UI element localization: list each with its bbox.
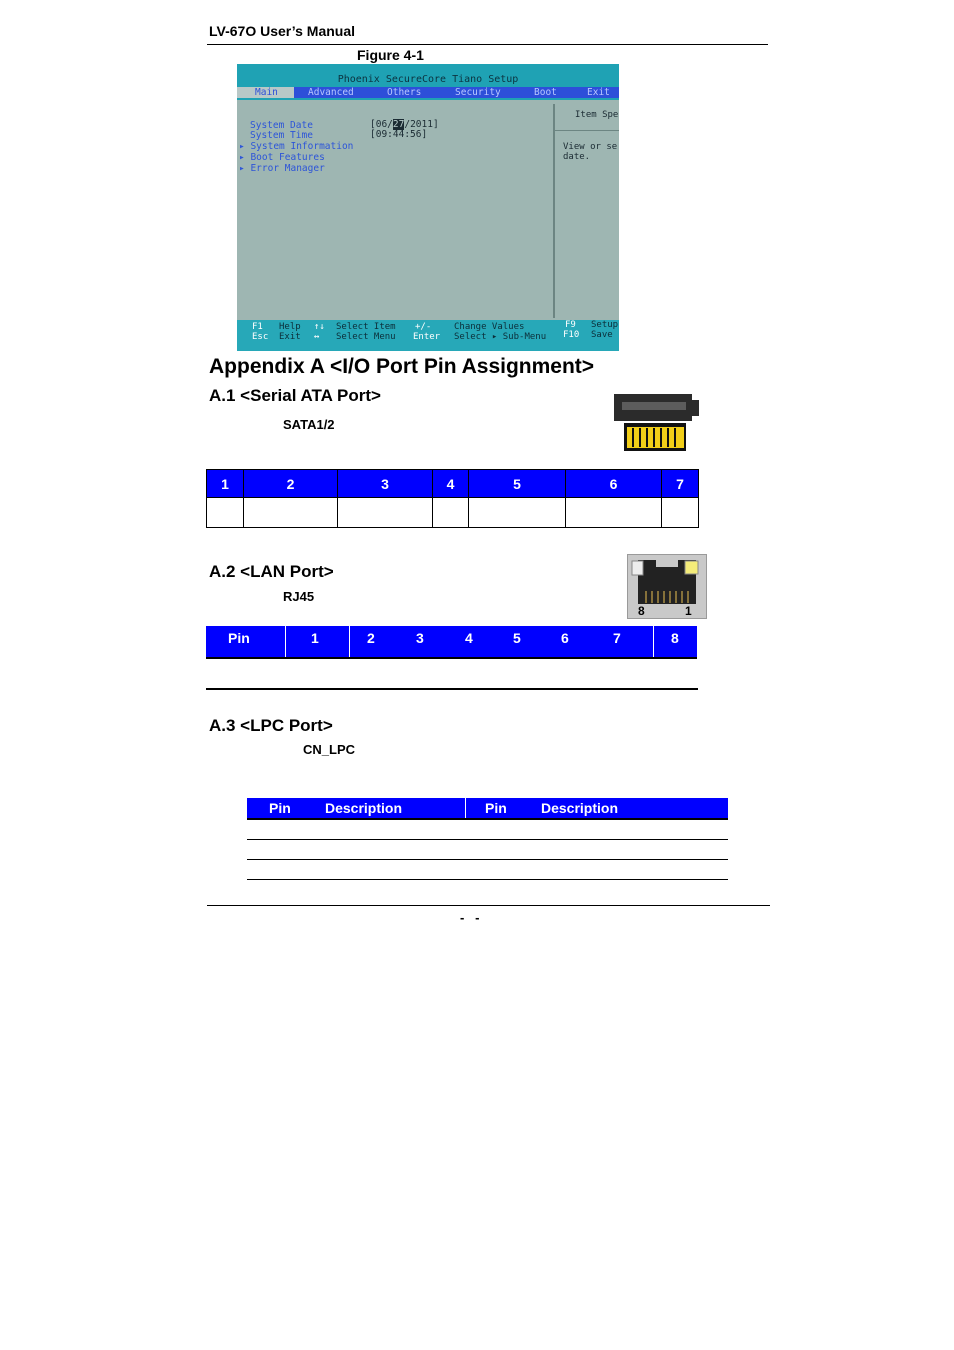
bios-key-legend: F1 Help ↑↓ Select Item +/- Change Values F9 Setup Esc Exit ↔ Select Menu Enter Select ▸ Sub-Menu F10 Save	[237, 320, 619, 351]
lan-pin-3: 3	[416, 630, 424, 646]
table-cell	[433, 498, 469, 528]
table-row	[207, 498, 699, 528]
table-row	[247, 839, 728, 840]
bios-divider	[553, 104, 555, 318]
table-row	[247, 879, 728, 880]
sata-pin-6: 6	[566, 470, 662, 498]
bios-tab-exit: Exit	[587, 87, 610, 98]
table-cell	[662, 498, 699, 528]
page-number: - -	[460, 910, 480, 925]
lpc-col-description-2: Description	[541, 800, 619, 816]
sata-pin-2: 2	[244, 470, 338, 498]
table-cell	[207, 498, 244, 528]
lan-pin-8: 8	[671, 630, 679, 646]
bios-help-divider	[555, 130, 619, 131]
sata-pin-4: 4	[433, 470, 469, 498]
table-cell	[338, 498, 433, 528]
bios-date-selected-field: 27	[392, 119, 405, 130]
bios-item-boot-features: ▸ Boot Features	[239, 152, 325, 163]
bios-item-label: System Information	[250, 141, 354, 152]
lpc-col-description: Description	[325, 800, 403, 816]
bios-item-error-manager: ▸ Error Manager	[239, 163, 325, 174]
header-rule	[207, 44, 768, 45]
lan-pin-2: 2	[367, 630, 375, 646]
bios-setup-photo	[237, 64, 619, 351]
table-cell	[244, 498, 338, 528]
table-cell	[469, 498, 566, 528]
bios-item-system-information: ▸ System Information	[239, 141, 354, 152]
bios-tab-security: Security	[455, 87, 501, 98]
bios-tab-others: Others	[387, 87, 422, 98]
table-cell	[566, 498, 662, 528]
table-header-row	[207, 470, 699, 498]
sata-pin-1: 1	[207, 470, 244, 498]
lpc-col-pin-2: Pin	[485, 800, 507, 816]
column-divider	[465, 798, 466, 818]
lan-table-bottom-rule	[206, 688, 698, 690]
bios-tab-main: Main	[237, 87, 294, 98]
sata-pin-3: 3	[338, 470, 433, 498]
lan-pin-header: Pin	[228, 630, 250, 646]
rj45-pin-8-label: 8	[638, 604, 645, 618]
sata-pin-7: 7	[662, 470, 699, 498]
bios-tab-advanced: Advanced	[308, 87, 354, 98]
appendix-title: Appendix A <I/O Port Pin Assignment>	[209, 355, 595, 378]
sata-connector-icon	[612, 390, 700, 452]
lan-pin-1: 1	[311, 630, 319, 646]
bios-item-system-date: System Date	[250, 120, 313, 131]
sata-pin-5: 5	[469, 470, 566, 498]
lpc-pin-table-header	[247, 798, 728, 820]
bios-help-title: Item Spe	[575, 110, 619, 120]
bios-title: Phoenix SecureCore Tiano Setup	[337, 74, 519, 85]
bios-item-system-time: System Time	[250, 130, 313, 141]
footer-rule	[207, 905, 770, 906]
table-row	[247, 859, 728, 860]
column-divider	[349, 626, 350, 657]
sata-heading: A.1 <Serial ATA Port>	[209, 386, 381, 405]
lan-pin-6: 6	[561, 630, 569, 646]
rj45-connector-icon	[627, 554, 707, 619]
lan-pin-7: 7	[613, 630, 621, 646]
sata-pin-table	[206, 469, 699, 528]
bios-item-label: Boot Features	[250, 152, 325, 163]
lpc-heading: A.3 <LPC Port>	[209, 716, 333, 735]
lan-connector-label: RJ45	[283, 589, 315, 604]
lpc-col-pin: Pin	[269, 800, 291, 816]
bios-date-value: [06/27/2011]	[370, 119, 439, 130]
lan-heading: A.2 <LAN Port>	[209, 562, 334, 581]
lan-pin-table	[206, 626, 697, 659]
column-divider	[653, 626, 654, 657]
figure-caption: Figure 4-1	[357, 47, 424, 63]
bios-time-value: [09:44:56]	[370, 129, 428, 140]
manual-title: LV-67O User’s Manual	[209, 23, 356, 39]
rj45-pin-1-label: 1	[685, 604, 692, 618]
bios-tab-boot: Boot	[534, 87, 557, 98]
sata-connector-label: SATA1/2	[283, 417, 335, 432]
bios-help-line-2: date.	[563, 152, 591, 162]
column-divider	[285, 626, 286, 657]
lan-pin-4: 4	[465, 630, 473, 646]
lan-pin-5: 5	[513, 630, 521, 646]
bios-item-label: Error Manager	[250, 163, 325, 174]
lpc-connector-label: CN_LPC	[303, 742, 356, 757]
bios-help-line-1: View or se	[563, 142, 618, 152]
bios-menu-bar	[237, 87, 619, 98]
